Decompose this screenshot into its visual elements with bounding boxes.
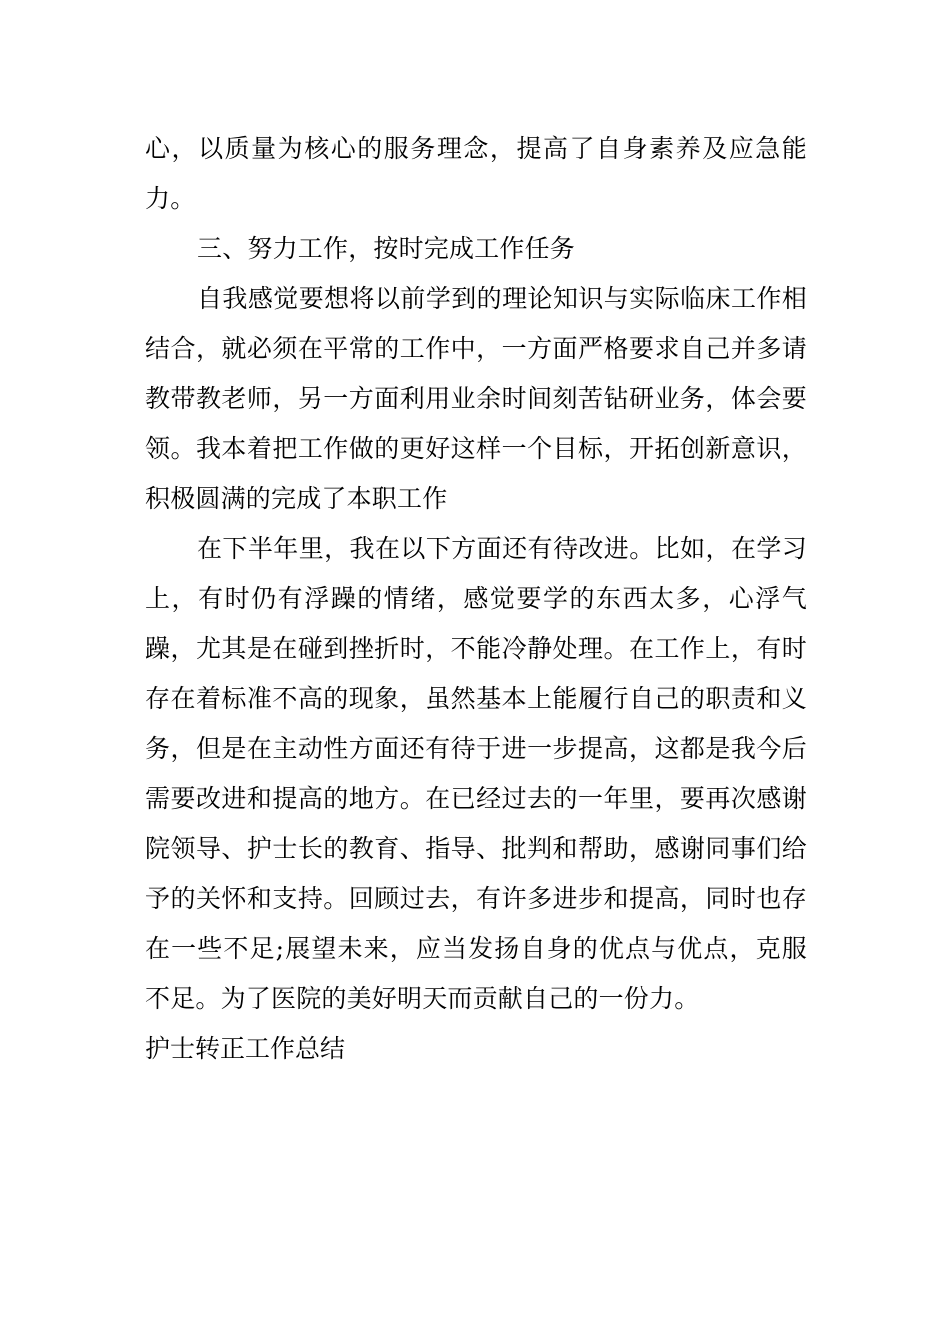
paragraph-continuation: 心，以质量为核心的服务理念，提高了自身素养及应急能力。 (145, 134, 807, 213)
paragraph-body: 自我感觉要想将以前学到的理论知识与实际临床工作相结合，就必须在平常的工作中，一方面严格要求自己并多请教带教老师，另一方面利用业余时间刻苦钻研业务，体会要领。我本着把工作做的更好这样一个目标，开拓创新意识，积极圆满的完成了本职工作 (145, 284, 807, 513)
section-heading: 三、努力工作，按时完成工作任务 (197, 234, 576, 263)
paragraph-body: 在下半年里，我在以下方面还有待改进。比如，在学习上，有时仍有浮躁的情绪，感觉要学的东西太多，心浮气躁，尤其是在碰到挫折时，不能冷静处理。在工作上，有时存在着标准不高的现象，虽然基本上能履行自己的职责和义务，但是在主动性方面还有待于进一步提高，这都是我今后需要改进和提高的地方。在已经过去的一年里，要再次感谢院领导、护士长的教育、指导、批判和帮助，感谢同事们给予的关怀和支持。回顾过去，有许多进步和提高，同时也存在一些不足;展望未来，应当发扬自身的优点与优点，克服不足。为了医院的美好明天而贡献自己的一份力。 (145, 534, 807, 1013)
document-page (145, 124, 807, 1074)
next-document-title: 护士转正工作总结 (145, 1034, 346, 1063)
